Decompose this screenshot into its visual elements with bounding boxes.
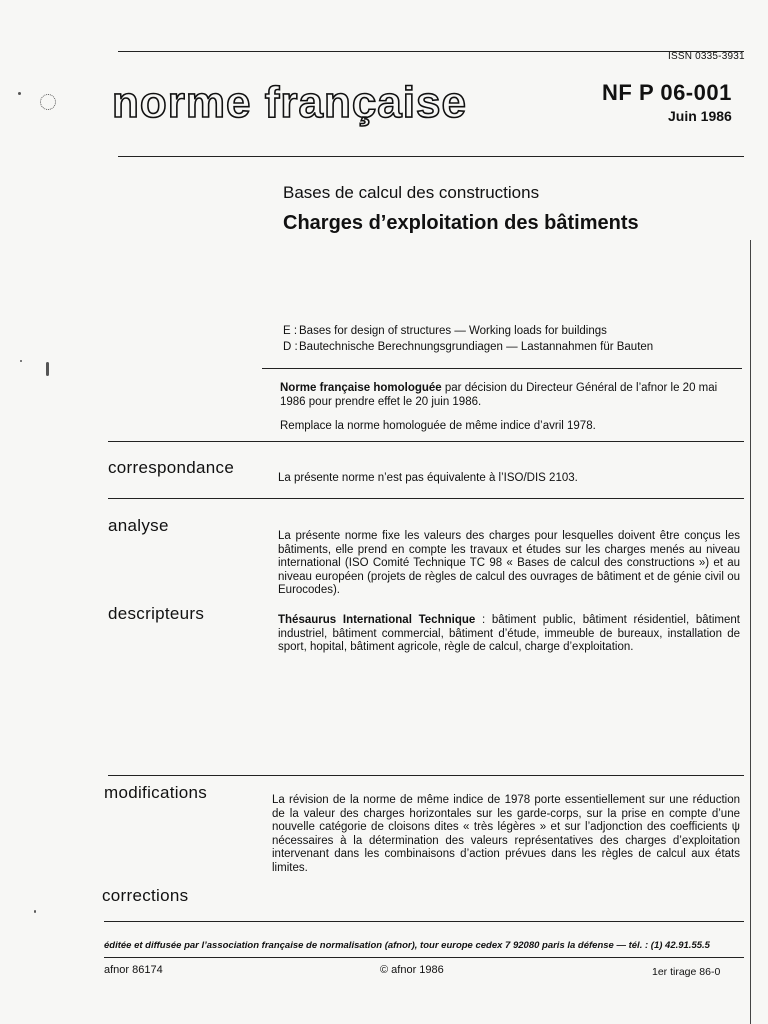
modifications-text: La révision de la norme de même indice de 1978 porte essentiellement sur une réduction de la valeur des charges horizontales sur les garde-corps, sur la prise en compte d’une nouvelle catégorie de cloisons dites « très légères » et sur l’adjonction des coefficients ψ nécessaires à la détermination des valeurs représentatives des charges d’exploitation intervenant dans les combinaisons d’action prévues dans les règles de calcul aux états limites.: [272, 794, 740, 874]
translation-text: Bases for design of structures — Working loads for buildings: [299, 325, 607, 337]
label-correspondance: correspondance: [108, 458, 235, 477]
translation-de: [283, 339, 653, 355]
descripteurs-lead: Thésaurus International Technique: [278, 614, 476, 626]
translation-code: D :: [283, 341, 298, 353]
document-subtitle: Bases de calcul des constructions: [283, 183, 540, 202]
top-rule: [118, 51, 744, 52]
homologation-body: par décision du Directeur Général de l’afnor le 20 mai 1986 pour prendre effet le 20 juin 1986.: [280, 382, 718, 408]
descripteurs-body: : bâtiment public, bâtiment résidentiel, bâtiment industriel, bâtiment commercial, bâtiment d’étude, immeuble de bureaux, installation de sport, hopital, bâtiment agricole, règle de calcul, charge d’exploitation.: [278, 614, 740, 653]
translation-en: [283, 323, 653, 339]
translation-text: Bautechnische Berechnungsgrundiagen — Lastannahmen für Bauten: [299, 341, 654, 353]
label-descripteurs: descripteurs: [108, 604, 205, 623]
right-margin-line: [750, 240, 751, 1024]
correspondance-rule: [108, 498, 744, 499]
replaces-note: Remplace la norme homologuée de même indice d’avril 1978.: [280, 420, 596, 432]
descripteurs-text: [278, 614, 740, 655]
corrections-rule: [104, 921, 744, 922]
copyright: © afnor 1986: [380, 964, 444, 976]
issn: ISSN 0335-3931: [668, 51, 745, 62]
scan-speck: [20, 360, 22, 362]
brand-title: norme française: [112, 78, 467, 127]
translations: [283, 323, 653, 355]
descripteurs-rule: [108, 775, 744, 776]
printing: 1er tirage 86-0: [652, 966, 721, 978]
scan-speck: [34, 910, 36, 913]
scan-speck: [40, 94, 56, 110]
translations-rule: [262, 368, 742, 369]
label-corrections: corrections: [102, 886, 189, 905]
correspondance-text: La présente norme n’est pas équivalente à l’ISO/DIS 2103.: [278, 472, 578, 484]
homologation-lead: Norme française homologuée: [280, 382, 442, 394]
scan-speck: [18, 92, 21, 95]
standard-number: NF P 06-001: [602, 80, 732, 105]
header-rule: [118, 156, 744, 157]
footer-rule: [104, 957, 744, 958]
homologation-rule: [108, 441, 744, 442]
document-title: Charges d’exploitation des bâtiments: [283, 212, 639, 234]
document-code: afnor 86174: [104, 964, 163, 976]
homologation-text: [280, 381, 720, 409]
label-analyse: analyse: [108, 516, 169, 535]
analyse-text: La présente norme fixe les valeurs des charges pour lesquelles doivent être conçus les bâtiments, elle prend en compte les travaux et études sur les charges menés au niveau international (ISO Comité Technique TC 98 « Bases de calcul des constructions ») et au niveau européen (projets de règles de calcul des ouvrages de bâtiment et de génie civil ou Eurocodes).: [278, 530, 740, 596]
standard-date: Juin 1986: [668, 108, 732, 124]
label-modifications: modifications: [104, 783, 208, 802]
translation-code: E :: [283, 325, 298, 337]
publisher-line: éditée et diffusée par l’association française de normalisation (afnor), tour europe cedex 7 92080 paris la défense — tél. : (1) 42.91.55.5: [104, 940, 710, 951]
scan-speck: [46, 362, 49, 376]
